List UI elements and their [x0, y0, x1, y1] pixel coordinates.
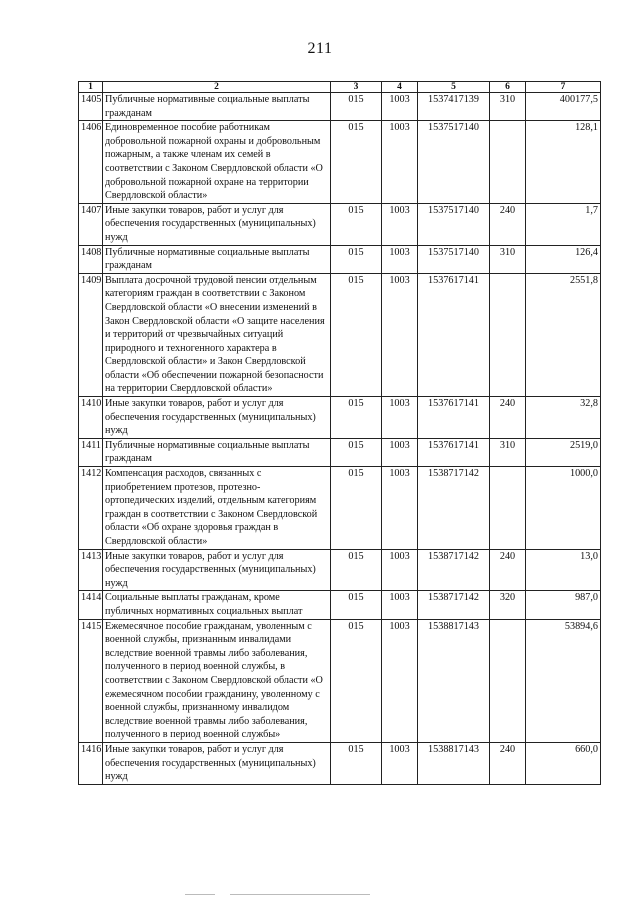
row-number: 1408	[79, 245, 103, 273]
section-code: 1003	[382, 121, 418, 204]
ministry-code: 015	[331, 203, 382, 245]
page-number: 211	[307, 40, 333, 57]
amount: 13,0	[526, 549, 601, 591]
amount: 1000,0	[526, 467, 601, 550]
row-number: 1406	[79, 121, 103, 204]
expense-type-code: 310	[490, 245, 526, 273]
section-code: 1003	[382, 467, 418, 550]
amount: 32,8	[526, 397, 601, 439]
target-article-code: 1537517140	[418, 203, 490, 245]
scan-artifact-line	[230, 894, 370, 895]
expense-type-code: 240	[490, 549, 526, 591]
target-article-code: 1538717142	[418, 591, 490, 619]
table-body	[79, 93, 601, 785]
row-description: Публичные нормативные социальные выплаты гражданам	[103, 245, 331, 273]
row-number: 1412	[79, 467, 103, 550]
section-code: 1003	[382, 273, 418, 396]
header-row	[79, 82, 601, 93]
scan-artifact-line	[185, 894, 215, 895]
target-article-code: 1537517140	[418, 121, 490, 204]
row-description: Иные закупки товаров, работ и услуг для обеспечения государственных (муниципальных) нужд	[103, 397, 331, 439]
row-number: 1413	[79, 549, 103, 591]
row-number: 1411	[79, 438, 103, 466]
amount: 987,0	[526, 591, 601, 619]
amount: 53894,6	[526, 619, 601, 742]
budget-table	[78, 81, 601, 785]
ministry-code: 015	[331, 397, 382, 439]
table-row	[79, 203, 601, 245]
target-article-code: 1538817143	[418, 742, 490, 784]
section-code: 1003	[382, 742, 418, 784]
expense-type-code: 310	[490, 93, 526, 121]
target-article-code: 1537417139	[418, 93, 490, 121]
table-row	[79, 619, 601, 742]
table-row	[79, 438, 601, 466]
ministry-code: 015	[331, 93, 382, 121]
amount: 126,4	[526, 245, 601, 273]
column-header-7: 7	[526, 82, 601, 93]
row-description: Выплата досрочной трудовой пенсии отдельным категориям граждан в соответствии с Законом Свердловской области «О внесении изменений в Закон Свердловской области «О защите населения и территорий от чрезвычайных ситуаций природного и техногенного характера в Свердловской области» и Закон Свердловской области «Об обеспечении пожарной безопасности на территории Свердловской области»	[103, 273, 331, 396]
amount: 2551,8	[526, 273, 601, 396]
column-header-6: 6	[490, 82, 526, 93]
row-description: Публичные нормативные социальные выплаты гражданам	[103, 93, 331, 121]
table-row	[79, 397, 601, 439]
column-header-4: 4	[382, 82, 418, 93]
table-row	[79, 245, 601, 273]
row-number: 1414	[79, 591, 103, 619]
row-description: Публичные нормативные социальные выплаты гражданам	[103, 438, 331, 466]
row-number: 1415	[79, 619, 103, 742]
table-row	[79, 549, 601, 591]
target-article-code: 1538817143	[418, 619, 490, 742]
target-article-code: 1537517140	[418, 245, 490, 273]
table-row	[79, 591, 601, 619]
expense-type-code	[490, 619, 526, 742]
ministry-code: 015	[331, 467, 382, 550]
target-article-code: 1537617141	[418, 273, 490, 396]
section-code: 1003	[382, 591, 418, 619]
table-row	[79, 467, 601, 550]
ministry-code: 015	[331, 273, 382, 396]
row-number: 1407	[79, 203, 103, 245]
row-description: Единовременное пособие работникам добровольной пожарной охраны и добровольным пожарным, а также членам их семей в соответствии с Законом Свердловской области «О добровольной пожарной охране на территории Свердловской области»	[103, 121, 331, 204]
ministry-code: 015	[331, 591, 382, 619]
ministry-code: 015	[331, 438, 382, 466]
row-number: 1410	[79, 397, 103, 439]
expense-type-code	[490, 121, 526, 204]
column-header-1: 1	[79, 82, 103, 93]
section-code: 1003	[382, 549, 418, 591]
ministry-code: 015	[331, 245, 382, 273]
row-number: 1416	[79, 742, 103, 784]
target-article-code: 1537617141	[418, 438, 490, 466]
section-code: 1003	[382, 438, 418, 466]
table-row	[79, 93, 601, 121]
row-description: Компенсация расходов, связанных с приобретением протезов, протезно-ортопедических изделий, отдельным категориям граждан в соответствии с Законом Свердловской области «Об охране здоровья граждан в Свердловской области»	[103, 467, 331, 550]
expense-type-code	[490, 273, 526, 396]
section-code: 1003	[382, 397, 418, 439]
expense-type-code: 240	[490, 203, 526, 245]
column-header-2: 2	[103, 82, 331, 93]
section-code: 1003	[382, 93, 418, 121]
ministry-code: 015	[331, 549, 382, 591]
expense-type-code: 310	[490, 438, 526, 466]
amount: 1,7	[526, 203, 601, 245]
ministry-code: 015	[331, 121, 382, 204]
ministry-code: 015	[331, 619, 382, 742]
target-article-code: 1538717142	[418, 549, 490, 591]
table-header	[79, 82, 601, 93]
column-header-5: 5	[418, 82, 490, 93]
amount: 400177,5	[526, 93, 601, 121]
ministry-code: 015	[331, 742, 382, 784]
section-code: 1003	[382, 619, 418, 742]
row-number: 1409	[79, 273, 103, 396]
target-article-code: 1538717142	[418, 467, 490, 550]
table-row	[79, 273, 601, 396]
expense-type-code	[490, 467, 526, 550]
amount: 128,1	[526, 121, 601, 204]
section-code: 1003	[382, 203, 418, 245]
row-description: Социальные выплаты гражданам, кроме публичных нормативных социальных выплат	[103, 591, 331, 619]
row-number: 1405	[79, 93, 103, 121]
expense-type-code: 240	[490, 397, 526, 439]
amount: 660,0	[526, 742, 601, 784]
row-description: Ежемесячное пособие гражданам, уволенным с военной службы, признанным инвалидами вследствие военной травмы либо заболевания, полученного в период военной службы, в соответствии с Законом Свердловской области «О ежемесячном пособии гражданину, уволенному с военной службы, признанному инвалидом вследствие военной травмы либо заболевания, полученного в период военной службы»	[103, 619, 331, 742]
row-description: Иные закупки товаров, работ и услуг для обеспечения государственных (муниципальных) нужд	[103, 549, 331, 591]
section-code: 1003	[382, 245, 418, 273]
row-description: Иные закупки товаров, работ и услуг для обеспечения государственных (муниципальных) нужд	[103, 203, 331, 245]
expense-type-code: 240	[490, 742, 526, 784]
expense-type-code: 320	[490, 591, 526, 619]
row-description: Иные закупки товаров, работ и услуг для обеспечения государственных (муниципальных) нужд	[103, 742, 331, 784]
target-article-code: 1537617141	[418, 397, 490, 439]
column-header-3: 3	[331, 82, 382, 93]
amount: 2519,0	[526, 438, 601, 466]
table-row	[79, 742, 601, 784]
table-row	[79, 121, 601, 204]
